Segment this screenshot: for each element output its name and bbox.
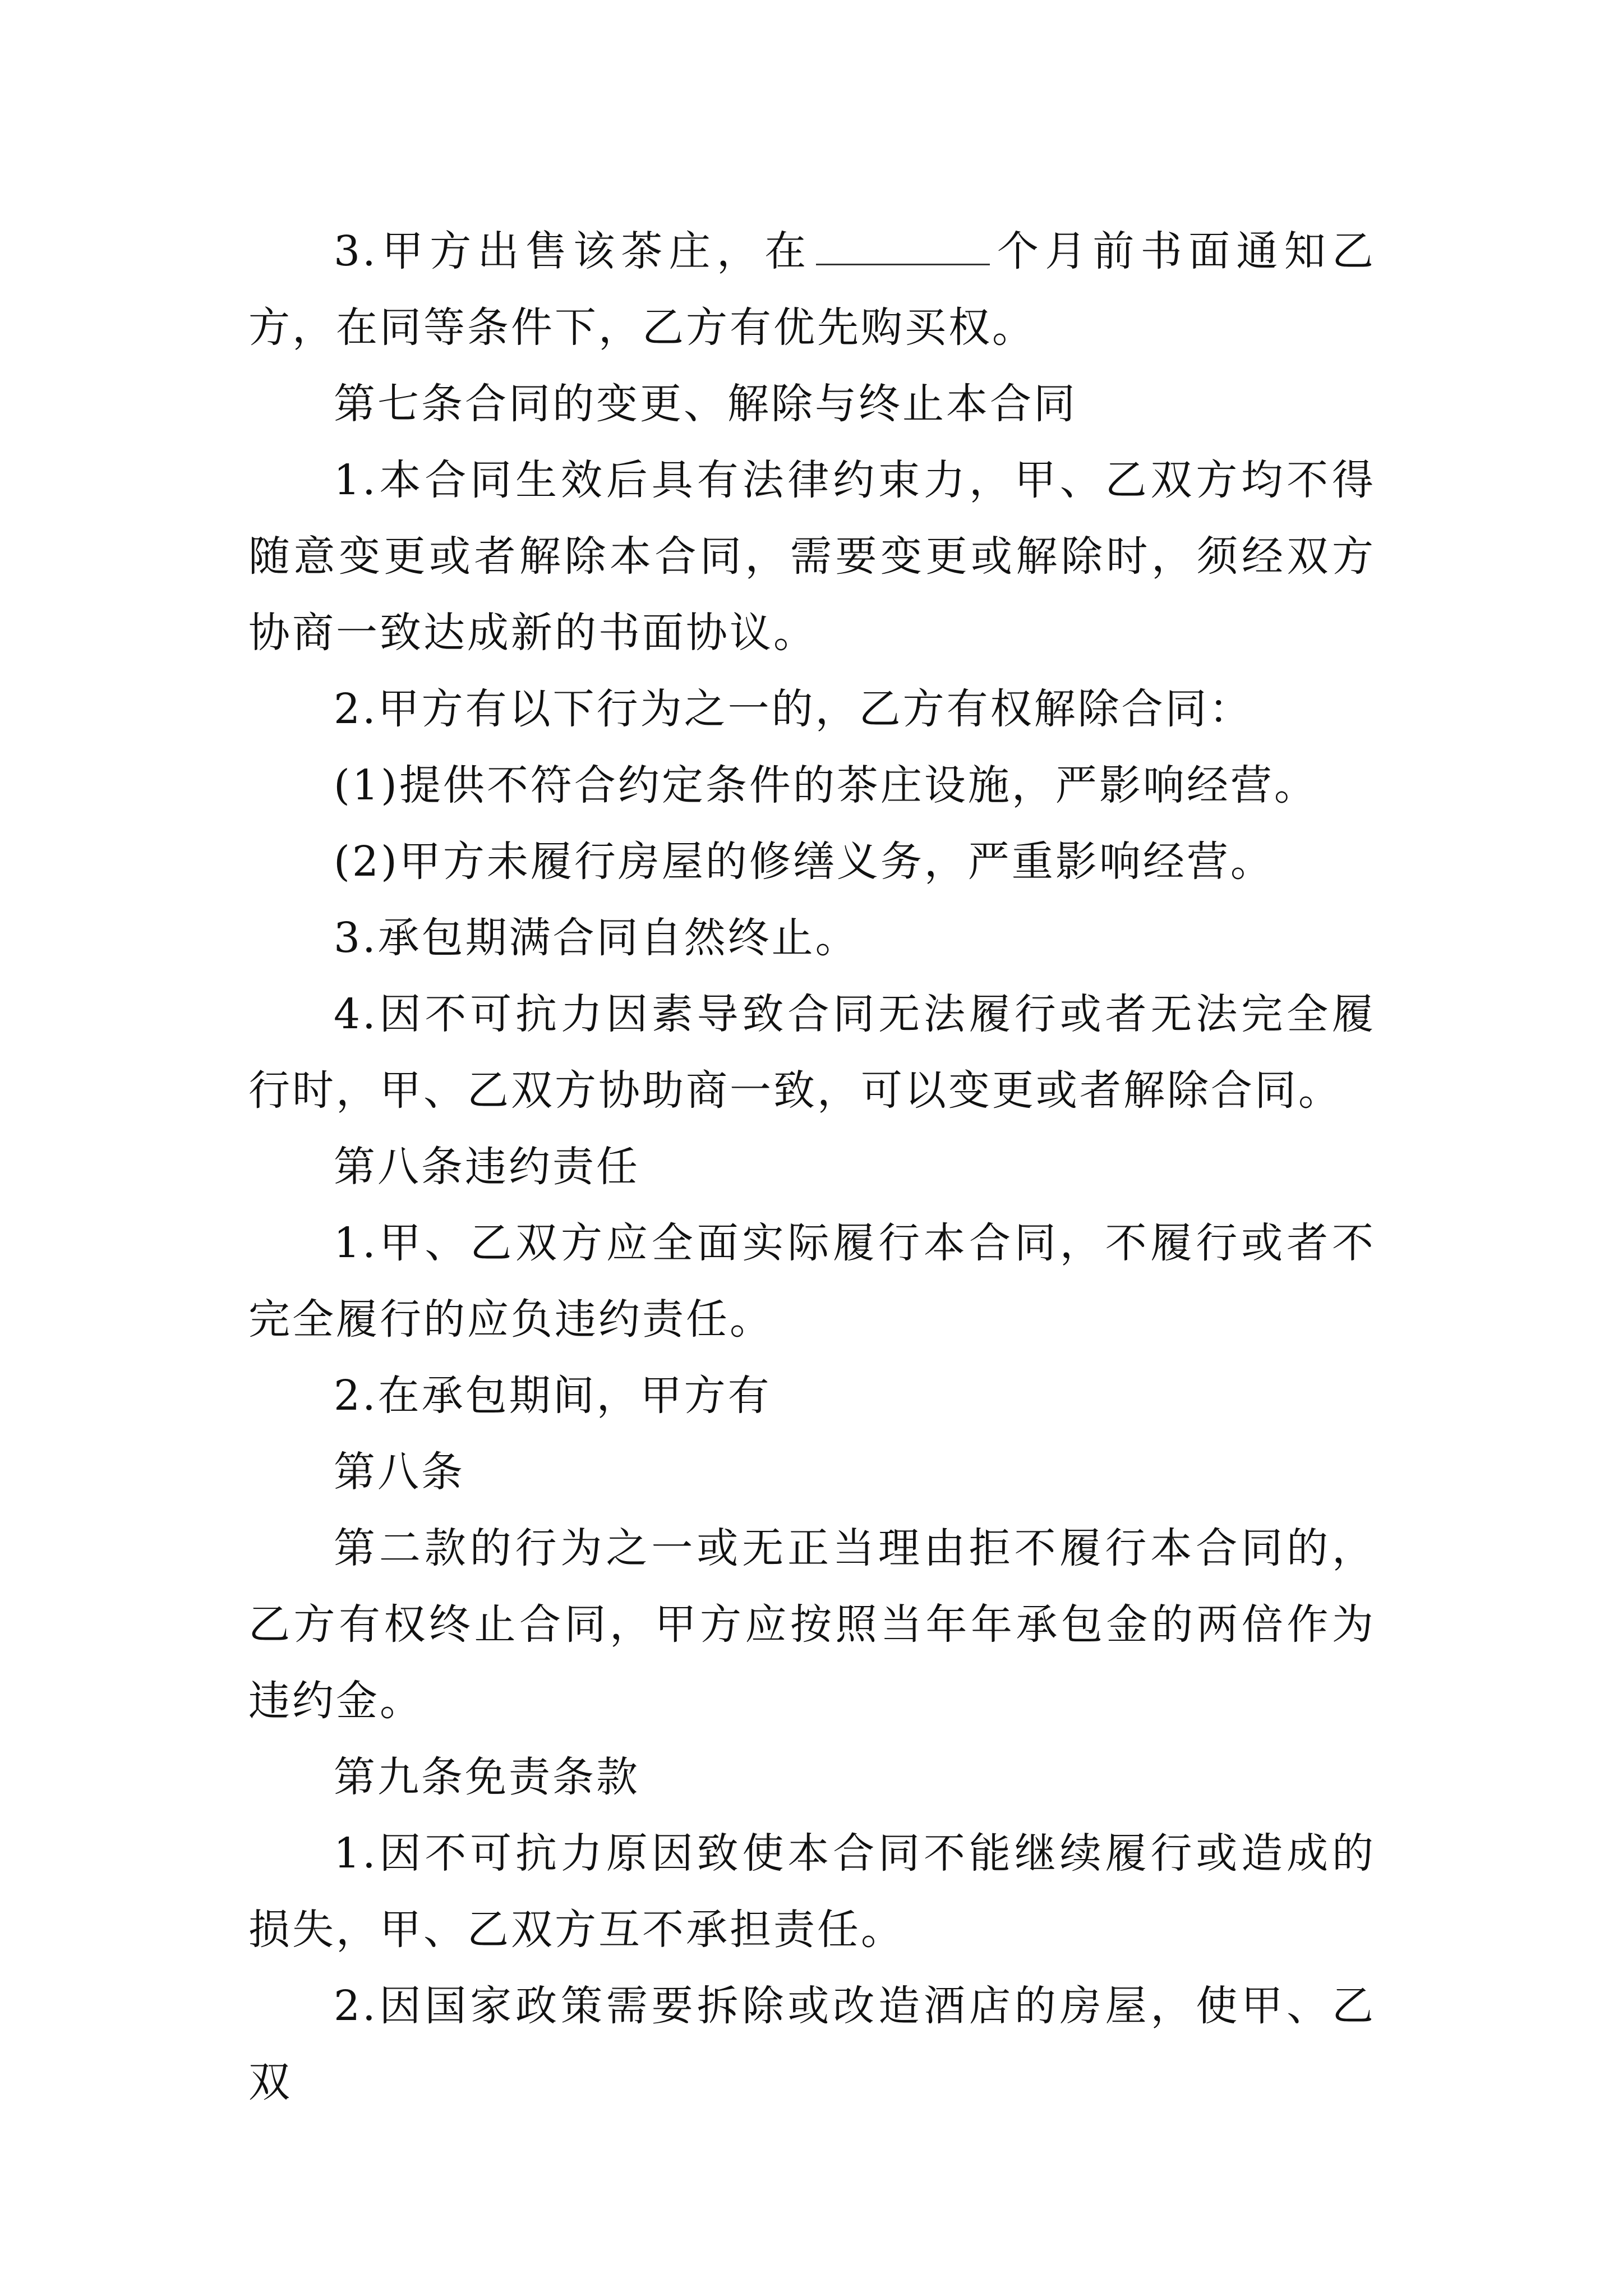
- article-heading: 第八条违约责任: [334, 1143, 640, 1191]
- clause-paragraph: 4.因不可抗力因素导致合同无法履行或者无法完全履行时，甲、乙双方协助商一致，可以变更或者解除合同。: [248, 990, 1376, 1115]
- clause-paragraph: 1.因不可抗力原因致使本合同不能继续履行或造成的损失，甲、乙双方互不承担责任。: [248, 1829, 1376, 1954]
- clause-paragraph: 1.本合同生效后具有法律约束力，甲、乙双方均不得随意变更或者解除本合同，需要变更或解除时，须经双方协商一致达成新的书面协议。: [248, 456, 1376, 657]
- fill-in-blank: [816, 230, 990, 265]
- article-heading: 第七条合同的变更、解除与终止本合同: [334, 380, 1077, 428]
- article-heading: 第八条: [334, 1448, 465, 1496]
- clause-paragraph: 2.因国家政策需要拆除或改造酒店的房屋，使甲、乙双: [248, 1982, 1376, 2106]
- clause-paragraph: [248, 213, 1376, 366]
- clause-paragraph: 第二款的行为之一或无正当理由拒不履行本合同的，乙方有权终止合同，甲方应按照当年年承包金的两倍作为违约金。: [248, 1524, 1376, 1725]
- clause-paragraph: 3.承包期满合同自然终止。: [334, 914, 859, 962]
- clause-item: (2)甲方未履行房屋的修缮义务，严重影响经营。: [334, 838, 1274, 886]
- document-body: [248, 213, 1376, 2120]
- paragraph-text: 3.甲方出售该茶庄，在: [334, 227, 813, 275]
- clause-paragraph: 2.在承包期间，甲方有: [334, 1372, 772, 1420]
- paragraph-text: 个月前书面通知乙方，在同等条件下，乙方有优先购买权。: [248, 227, 1376, 352]
- clause-paragraph: 1.甲、乙双方应全面实际履行本合同，不履行或者不完全履行的应负违约责任。: [248, 1219, 1376, 1343]
- article-heading: 第九条免责条款: [334, 1753, 640, 1801]
- clause-paragraph: 2.甲方有以下行为之一的，乙方有权解除合同：: [334, 685, 1253, 733]
- clause-item: (1)提供不符合约定条件的茶庄设施，严影响经营。: [334, 761, 1318, 809]
